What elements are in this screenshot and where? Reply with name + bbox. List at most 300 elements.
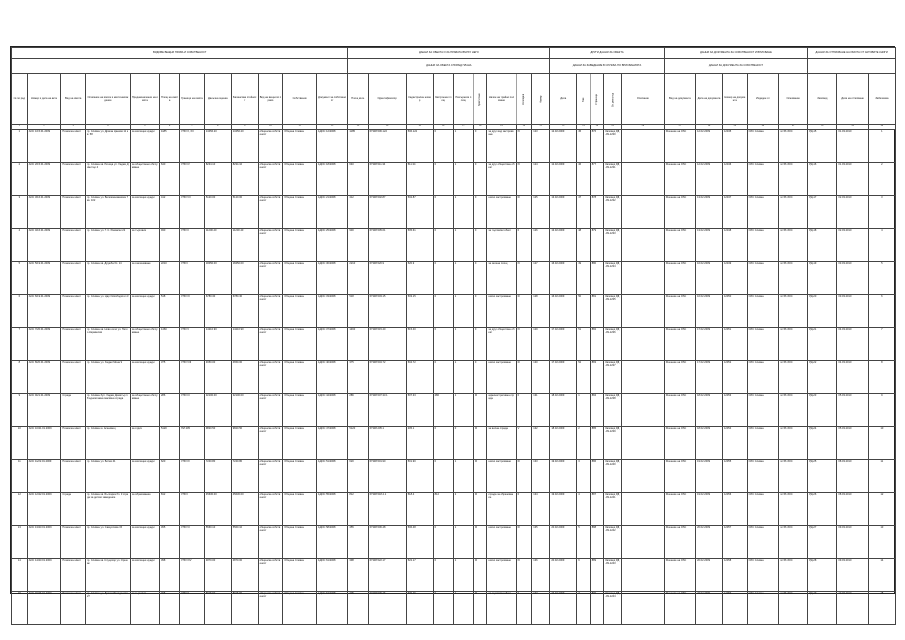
table-cell: общинска собственост xyxy=(258,196,283,229)
table-cell: гр. Сливен ул. Хаджи Мина 9 xyxy=(85,361,130,394)
table-cell: Поземлен имот xyxy=(61,196,86,229)
table-cell: за жилищни нужди xyxy=(130,295,159,328)
table-cell: 12357 xyxy=(722,526,747,559)
column-number: 16 xyxy=(433,125,453,130)
table-cell: 18.02.2009 xyxy=(550,427,577,460)
table-cell: 132 xyxy=(532,427,550,460)
table-cell: II xyxy=(473,229,486,262)
table-cell: УПИ III xyxy=(180,394,205,427)
table-cell: Заповед РД-09-1241 xyxy=(604,493,622,526)
table-cell: 884 xyxy=(590,394,603,427)
table-cell: 5120 xyxy=(159,427,179,460)
table-cell: Община Сливен xyxy=(283,361,317,394)
table-cell: 14 xyxy=(868,559,895,592)
column-number: 11 xyxy=(283,125,317,130)
column-header: Граници на имота xyxy=(180,74,205,125)
table-cell: 67338.205.1 xyxy=(368,427,406,460)
table-cell: АДОС 25/2008 xyxy=(316,229,347,262)
table-cell: 2 xyxy=(12,163,28,196)
column-number: 5 xyxy=(130,125,159,130)
table-cell: 02.03.2010 xyxy=(837,196,868,229)
table-cell: 23.02.2009 xyxy=(696,592,723,625)
table-cell: 09.03.2010 xyxy=(837,526,868,559)
table-cell: 515.40 xyxy=(406,328,433,361)
table-cell xyxy=(622,163,665,196)
table-cell: АДОС 21/2008 xyxy=(316,196,347,229)
table-cell: 13.02.2009 xyxy=(696,229,723,262)
column-header: Площ кв.м. xyxy=(348,74,368,125)
table-cell: за образование xyxy=(130,493,159,526)
table-cell: Община Сливен xyxy=(283,592,317,625)
table-cell: IV xyxy=(516,328,532,361)
table-cell: ОбС Сливен xyxy=(747,361,778,394)
table-cell: 812 xyxy=(348,493,368,526)
table-cell: 12 xyxy=(12,493,28,526)
table-cell: 12.02.2009 xyxy=(696,163,723,196)
table-cell: 12358 xyxy=(722,559,747,592)
table-cell: Заповед РД-09-1233 xyxy=(604,229,622,262)
table-cell: 286 xyxy=(159,394,179,427)
table-cell: за жилищни нужди xyxy=(130,460,159,493)
table-cell: II xyxy=(473,295,486,328)
table-cell: гр. Сливен кв. Речица ул. Хаджи Димитър 4 xyxy=(85,163,130,196)
table-cell: АОС 4/16.01.2009 xyxy=(27,229,61,262)
column-header: Номер xyxy=(532,74,550,125)
table-cell: III xyxy=(473,559,486,592)
table-cell: 10 xyxy=(12,427,28,460)
table-cell: 455 xyxy=(348,526,368,559)
table-cell: Поземлен имот xyxy=(61,460,86,493)
table-cell: 412 xyxy=(159,196,179,229)
table-cell: 124 xyxy=(532,163,550,196)
table-cell: 10.03.2010 xyxy=(837,592,868,625)
table-cell: III xyxy=(516,295,532,328)
table-cell: ОбС Сливен xyxy=(747,460,778,493)
table-cell: общинска собственост xyxy=(258,163,283,196)
table-cell: 18.02.2009 xyxy=(696,394,723,427)
table-cell: 46 xyxy=(577,163,590,196)
table-row xyxy=(12,295,896,328)
table-cell: общинска собственост xyxy=(258,493,283,526)
column-header: Издаден от xyxy=(747,74,778,125)
column-header: Застроена площ xyxy=(433,74,453,125)
table-cell: Решение на ОбС xyxy=(664,163,695,196)
table-cell: 502.87 xyxy=(406,196,433,229)
table-cell: за вилна сграда xyxy=(487,427,516,460)
table-cell: Община Сливен xyxy=(283,559,317,592)
table-cell: РД-28 xyxy=(808,559,837,592)
table-cell: 375 xyxy=(348,361,368,394)
table-cell: 13.02.2009 xyxy=(550,229,577,262)
table-cell: 123 xyxy=(532,130,550,163)
table-cell: ниско застрояване xyxy=(487,460,516,493)
table-cell: ОбС Сливен xyxy=(747,394,778,427)
table-cell: 1 xyxy=(453,394,473,427)
table-cell: 506.122 xyxy=(406,130,433,163)
table-cell: 1 xyxy=(453,361,473,394)
table-cell: 02.03.2010 xyxy=(837,229,868,262)
table-cell: 48 xyxy=(577,229,590,262)
table-cell: общинска собственост xyxy=(258,526,283,559)
table-cell: II xyxy=(473,262,486,295)
table-cell: Община Сливен xyxy=(283,427,317,460)
table-cell: АДОС 40/2008 xyxy=(316,361,347,394)
table-cell: 20.02.2009 xyxy=(696,526,723,559)
table-cell: 4 xyxy=(577,493,590,526)
table-cell: за друг обществен обект xyxy=(487,163,516,196)
table-cell: АДОС 44/2008 xyxy=(316,394,347,427)
table-cell: чл.56 ЗОС xyxy=(779,196,808,229)
table-cell: чл.56 ЗОС xyxy=(779,427,808,460)
table-row xyxy=(12,493,896,526)
table-cell: 887 xyxy=(590,493,603,526)
table-cell: 45630.00 xyxy=(204,493,231,526)
column-header: Основание xyxy=(779,74,808,125)
table-cell: IV xyxy=(516,163,532,196)
column-header: Собственик xyxy=(283,74,317,125)
column-number: 3 xyxy=(61,125,86,130)
column-header: Дата на отписване xyxy=(837,74,868,125)
table-cell: УПИ XIV xyxy=(180,559,205,592)
column-number: 2 xyxy=(27,125,61,130)
table-cell: 2 xyxy=(868,163,895,196)
table-cell: чл.56 ЗОС xyxy=(779,460,808,493)
table-cell: АОС 11/22.01.2009 xyxy=(27,460,61,493)
table-cell: 877 xyxy=(590,163,603,196)
table-cell: ОбС Сливен xyxy=(747,262,778,295)
table-cell: 5120.00 xyxy=(231,196,258,229)
table-cell: гр. Сливен ул. Великокняжевска 7 кв. 102 xyxy=(85,196,130,229)
table-cell: 4 xyxy=(868,229,895,262)
table-cell: 01.03.2010 xyxy=(837,130,868,163)
column-header: № по ред xyxy=(12,74,28,125)
table-cell: Решение на ОбС xyxy=(664,130,695,163)
table-cell: 505.61 xyxy=(406,229,433,262)
table-cell: 12.02.2009 xyxy=(550,163,577,196)
table-cell: 129 xyxy=(532,328,550,361)
table-cell: 11200.40 xyxy=(231,229,258,262)
table-cell: 15 xyxy=(12,592,28,625)
table-cell: Решение на ОбС xyxy=(664,493,695,526)
table-cell: за жилищни нужди xyxy=(130,526,159,559)
table-cell: 13456.20 xyxy=(204,130,231,163)
table-cell: 886 xyxy=(590,460,603,493)
table-cell: АОС 5/19.01.2009 xyxy=(27,262,61,295)
table-cell: общинска собственост xyxy=(258,592,283,625)
table-cell: 32100.00 xyxy=(204,394,231,427)
table-cell: 506.48 xyxy=(406,526,433,559)
table-cell: 125 xyxy=(532,196,550,229)
table-cell: АОС 2/15.01.2009 xyxy=(27,163,61,196)
table-cell: 520.9 xyxy=(406,262,433,295)
table-cell: 1 xyxy=(453,295,473,328)
table-cell: 01.03.2010 xyxy=(837,163,868,196)
table-cell: АОС 3/16.01.2009 xyxy=(27,196,61,229)
table-cell: Решение на ОбС xyxy=(664,328,695,361)
table-cell: РД-20 xyxy=(808,295,837,328)
table-cell: чл.56 ЗОС xyxy=(779,493,808,526)
table-cell: сграда за образование xyxy=(487,493,516,526)
table-cell: 8915.60 xyxy=(231,592,258,625)
column-number: 6 xyxy=(159,125,179,130)
header-last-section: ДАННИ ЗА ОТПИСВАНЕ НА ИМОТА ОТ АКТОВИТЕ КНИГИ xyxy=(808,48,896,59)
table-cell: Община Сливен xyxy=(283,295,317,328)
table-cell: 12350 xyxy=(722,295,747,328)
table-cell: 19.02.2009 xyxy=(696,460,723,493)
table-cell: 930 xyxy=(348,229,368,262)
table-cell: Заповед РД-09-1238 xyxy=(604,394,622,427)
table-cell: 2210 xyxy=(159,262,179,295)
table-cell: за жилищни нужди xyxy=(130,361,159,394)
table-cell: 878 xyxy=(590,196,603,229)
table-cell: за жилищни нужди xyxy=(130,196,159,229)
table-cell: 518 xyxy=(348,295,368,328)
table-cell: 511.34 xyxy=(406,163,433,196)
column-number: 9 xyxy=(231,125,258,130)
table-cell: ОбС Сливен xyxy=(747,295,778,328)
header-mid-section: ДРУГИ ДАННИ ЗА ОБЕКТА xyxy=(550,48,664,59)
table-cell: 5120.00 xyxy=(204,196,231,229)
table-cell: 4650.00 xyxy=(204,361,231,394)
table-cell: 14210.90 xyxy=(204,328,231,361)
table-cell: 8234.10 xyxy=(204,163,231,196)
table-cell: ОбС Сливен xyxy=(747,427,778,460)
table-cell: 52 xyxy=(577,361,590,394)
table-cell: гр. Сливен кв. Ново село ул. Петко Каравелов xyxy=(85,328,130,361)
table-cell: Община Сливен xyxy=(283,229,317,262)
table-cell: РД-25 xyxy=(808,460,837,493)
table-cell: 812 xyxy=(159,493,179,526)
table-cell: чл.56 ЗОС xyxy=(779,328,808,361)
table-cell: Решение на ОбС xyxy=(664,262,695,295)
table-cell: общинска собственост xyxy=(258,559,283,592)
table-cell: чл.56 ЗОС xyxy=(779,130,808,163)
table-cell: Поземлен имот xyxy=(61,295,86,328)
table-cell: АДОС 12/2008 xyxy=(316,130,347,163)
table-cell: общинска собственост xyxy=(258,229,283,262)
table-cell: 130 xyxy=(532,361,550,394)
table-cell: III xyxy=(473,526,486,559)
table-cell: УПИ IV xyxy=(180,163,205,196)
table-cell: 16.02.2009 xyxy=(550,295,577,328)
table-cell: 19.02.2009 xyxy=(550,493,577,526)
table-cell: 16.02.2009 xyxy=(550,262,577,295)
column-number: 10 xyxy=(258,125,283,130)
column-number: 20 xyxy=(516,125,532,130)
table-cell: 501.90 xyxy=(406,460,433,493)
header-last-sub xyxy=(808,59,896,74)
table-cell: 19.02.2009 xyxy=(696,493,723,526)
table-cell: АОС 9/21.01.2009 xyxy=(27,394,61,427)
column-number: 13 xyxy=(348,125,368,130)
column-number: 33 xyxy=(837,125,868,130)
table-cell: ниско застрояване xyxy=(487,196,516,229)
table-cell: III xyxy=(516,361,532,394)
table-cell: АДОС 33/2008 xyxy=(316,295,347,328)
column-number: 23 xyxy=(577,125,590,130)
table-cell: 883 xyxy=(590,361,603,394)
table-cell: Решение на ОбС xyxy=(664,559,695,592)
table-cell: гр. Сливен ул. Братя Миладинови 27 xyxy=(85,592,130,625)
column-header: Идентификатор xyxy=(368,74,406,125)
column-header: Страница xyxy=(590,74,603,125)
table-cell: 5 xyxy=(868,262,895,295)
table-cell: ОбС Сливен xyxy=(747,130,778,163)
table-cell: 398 xyxy=(348,559,368,592)
table-cell: 889 xyxy=(590,559,603,592)
table-cell: Поземлен имот xyxy=(61,427,86,460)
column-header: Брой етажи xyxy=(473,74,486,125)
table-cell xyxy=(622,328,665,361)
table-cell: 1 xyxy=(453,196,473,229)
table-cell: 03.03.2010 xyxy=(837,295,868,328)
table-cell: ОбС Сливен xyxy=(747,559,778,592)
table-cell: АОС 8/20.01.2009 xyxy=(27,361,61,394)
table-cell: Заповед РД-09-1240 xyxy=(604,460,622,493)
table-cell: УПИ X xyxy=(180,592,205,625)
table-row xyxy=(12,427,896,460)
table-cell: 0 xyxy=(433,361,453,394)
table-cell: 17.02.2009 xyxy=(696,328,723,361)
table-cell: 0 xyxy=(433,163,453,196)
table-cell: 522.17 xyxy=(406,559,433,592)
table-cell: 137 xyxy=(532,592,550,625)
column-number: 17 xyxy=(453,125,473,130)
table-cell: РД-26 xyxy=(808,493,837,526)
column-header: Том xyxy=(577,74,590,125)
table-cell: АОС 7/20.01.2009 xyxy=(27,328,61,361)
table-cell: 1 xyxy=(453,592,473,625)
table-cell: Община Сливен xyxy=(283,328,317,361)
table-cell: 640 xyxy=(159,163,179,196)
table-cell: Община Сливен xyxy=(283,526,317,559)
table-cell: за жилищни нужди xyxy=(130,130,159,163)
table-cell: Заповед РД-09-1231 xyxy=(604,163,622,196)
table-cell: УПИ VIII xyxy=(180,361,205,394)
table-cell: 12.02.2009 xyxy=(696,130,723,163)
table-cell: 05.03.2010 xyxy=(837,427,868,460)
table-cell: гр. Сливен ул. Драган Цанков 11 кв. 58 xyxy=(85,130,130,163)
header-object-sub: ДАННИ ЗА ОБЕКТА СПОРЕД ПЛАНА xyxy=(348,59,550,74)
table-cell: Сграда xyxy=(61,493,86,526)
table-cell: II xyxy=(516,592,532,625)
column-number: 32 xyxy=(808,125,837,130)
table-cell: III xyxy=(516,196,532,229)
table-cell: III xyxy=(473,592,486,625)
table-cell: АОС 15/26.01.2009 xyxy=(27,592,61,625)
column-number: 12 xyxy=(316,125,347,130)
table-cell: 890 xyxy=(590,592,603,625)
table-cell: 05.03.2010 xyxy=(837,394,868,427)
table-cell: 6 xyxy=(577,559,590,592)
table-cell: 1460 xyxy=(159,328,179,361)
table-cell: АДОС 55/2008 xyxy=(316,493,347,526)
table-row xyxy=(12,592,896,625)
table-cell: 504.72 xyxy=(406,361,433,394)
table-cell: 620 xyxy=(348,460,368,493)
table-cell: за обществено обслужване xyxy=(130,394,159,427)
table-cell: 1 xyxy=(453,559,473,592)
table-cell: II xyxy=(473,328,486,361)
table-cell: 0 xyxy=(433,559,453,592)
table-cell: РД-22 xyxy=(808,361,837,394)
table-cell: Решение на ОбС xyxy=(664,394,695,427)
table-cell: 18.02.2009 xyxy=(696,427,723,460)
table-cell: ОбС Сливен xyxy=(747,163,778,196)
table-cell xyxy=(622,526,665,559)
table-cell: ОбС Сливен xyxy=(747,526,778,559)
table-cell: АОС 1/15.01.2009 xyxy=(27,130,61,163)
table-cell: РД-16 xyxy=(808,163,837,196)
column-number: 4 xyxy=(85,125,130,130)
table-row xyxy=(12,394,896,427)
table-cell: за търговски обект xyxy=(487,592,516,625)
table-cell: АОС 13/23.01.2009 xyxy=(27,526,61,559)
table-cell: 23.02.2009 xyxy=(550,592,577,625)
table-cell: 04.03.2010 xyxy=(837,328,868,361)
column-header: Вид на имота xyxy=(61,74,86,125)
table-cell: 9820.50 xyxy=(204,427,231,460)
table-cell: за отдих xyxy=(130,427,159,460)
table-cell: 12348 xyxy=(722,229,747,262)
table-cell: 2210 xyxy=(348,262,368,295)
table-cell: 876 xyxy=(590,130,603,163)
table-cell: 888 xyxy=(590,526,603,559)
table-cell: 1 xyxy=(453,526,473,559)
table-cell: 67338.515.40 xyxy=(368,328,406,361)
table-cell: 20.02.2009 xyxy=(550,526,577,559)
table-cell: 0 xyxy=(433,229,453,262)
table-row xyxy=(12,229,896,262)
column-header: Кадастрален номер xyxy=(406,74,433,125)
table-cell: АДОС 37/2008 xyxy=(316,328,347,361)
table-cell: 3 xyxy=(12,196,28,229)
table-cell: 2 xyxy=(577,427,590,460)
table-cell: 17.02.2009 xyxy=(696,361,723,394)
table-cell: 0 xyxy=(433,262,453,295)
table-cell: административна сграда xyxy=(487,394,516,427)
table-cell: УПИ I xyxy=(180,262,205,295)
table-cell: 12354 xyxy=(722,427,747,460)
table-cell: 1 xyxy=(453,262,473,295)
column-number: 26 xyxy=(622,125,665,130)
table-cell: 19.02.2009 xyxy=(550,460,577,493)
table-cell: гр. Сливен ул. Г. С. Раковски 22 xyxy=(85,229,130,262)
table-cell: Поземлен имот xyxy=(61,361,86,394)
table-cell: 8234.10 xyxy=(231,163,258,196)
table-row xyxy=(12,460,896,493)
table-cell: 12346 xyxy=(722,163,747,196)
property-register-table xyxy=(11,47,896,625)
table-cell: Община Сливен xyxy=(283,196,317,229)
table-cell: Решение на ОбС xyxy=(664,460,695,493)
table-cell: ниско застрояване xyxy=(487,295,516,328)
table-cell: ОбС Сливен xyxy=(747,196,778,229)
table-cell: за озеленяване xyxy=(130,262,159,295)
table-cell: 0 xyxy=(433,460,453,493)
table-cell: РД-17 xyxy=(808,196,837,229)
table-cell xyxy=(622,295,665,328)
table-cell: III xyxy=(473,460,486,493)
table-cell: Община Сливен xyxy=(283,130,317,163)
table-cell: за жилищни нужди xyxy=(130,559,159,592)
table-cell: Община Сливен xyxy=(283,460,317,493)
column-number: 31 xyxy=(779,125,808,130)
table-cell: 67338.501.90 xyxy=(368,460,406,493)
table-cell: 47 xyxy=(577,196,590,229)
table-cell: 14 xyxy=(12,559,28,592)
column-number: 28 xyxy=(696,125,723,130)
